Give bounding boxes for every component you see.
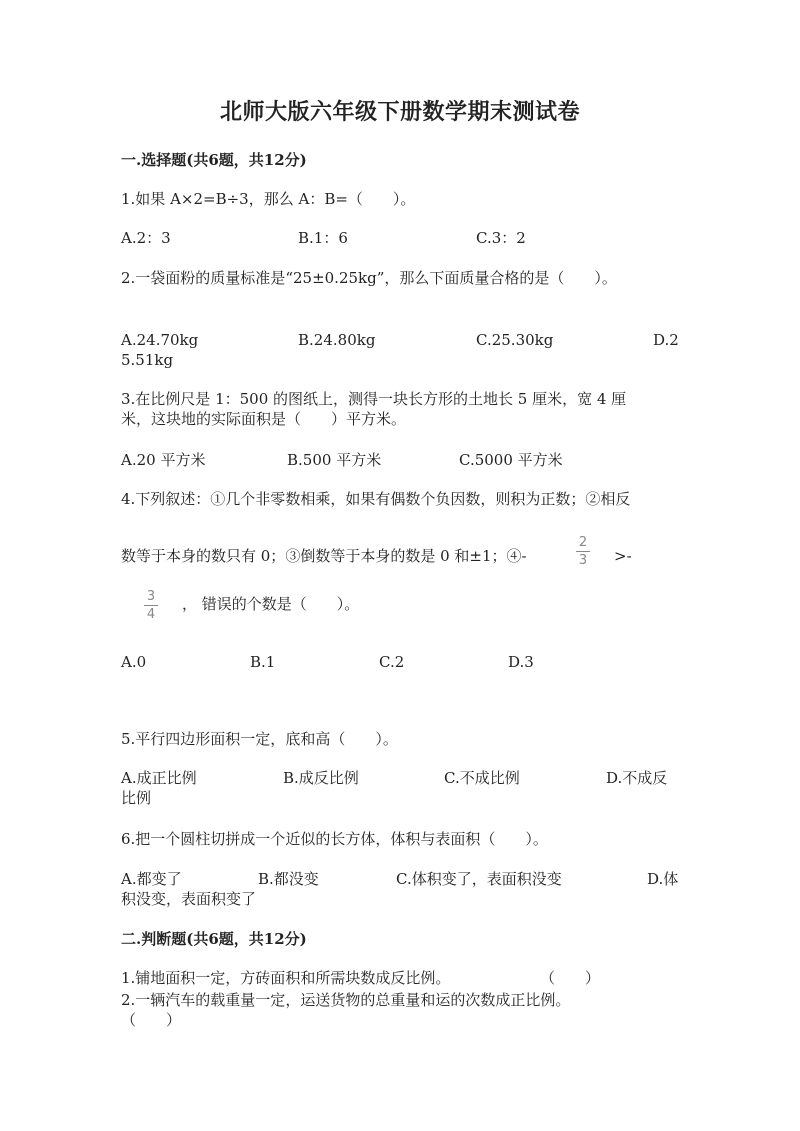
q6-stem: 6.把一个圆柱切拼成一个近似的长方体，体积与表面积（ ）。 [121,830,548,848]
q6-option-a: A.都变了 [121,870,182,888]
q2-option-d-part1: D.2 [653,331,679,349]
q3-option-a: A.20 平方米 [121,451,206,469]
q6-option-d-part1: D.体 [647,870,679,888]
fraction-numerator: 3 [146,589,156,604]
q5-option-d-part2: 比例 [121,789,152,807]
fraction-denominator: 4 [146,607,156,622]
section2-heading: 二.判断题(共6题，共12分) [121,930,307,948]
q4-stem-line2: 数等于本身的数只有 0；③倒数等于本身的数是 0 和±1；④- [121,547,527,565]
q4-stem-line1: 4.下列叙述：①几个非零数相乘，如果有偶数个负因数，则积为正数；②相反 [121,490,631,508]
judge-q1-answer-paren: （ ） [540,969,601,987]
q1-option-a: A.2：3 [121,229,171,247]
q4-option-a: A.0 [121,653,147,671]
q1-option-c: C.3：2 [476,229,526,247]
q5-option-a: A.成正比例 [121,769,197,787]
q4-option-c: C.2 [379,653,405,671]
q2-option-d-part2: 5.51kg [121,351,174,369]
q5-option-b: B.成反比例 [283,769,359,787]
q5-stem: 5.平行四边形面积一定，底和高（ ）。 [121,730,398,748]
q2-option-b: B.24.80kg [298,331,376,349]
fraction-two-thirds [576,535,590,568]
fraction-numerator: 2 [578,535,588,550]
q4-option-b: B.1 [250,653,276,671]
q2-stem: 2.一袋面粉的质量标准是“25±0.25kg”，那么下面质量合格的是（ ）。 [121,269,617,287]
fraction-three-quarters [144,589,158,622]
page-title: 北师大版六年级下册数学期末测试卷 [219,99,580,125]
q5-option-c: C.不成比例 [444,769,520,787]
q3-option-b: B.500 平方米 [287,451,382,469]
q2-option-c: C.25.30kg [476,331,554,349]
q1-option-b: B.1：6 [298,229,348,247]
q2-option-a: A.24.70kg [121,331,199,349]
q3-stem-line1: 3.在比例尺是 1：500 的图纸上，测得一块长方形的土地长 5 厘米，宽 4 厘 [121,390,627,408]
section1-heading: 一.选择题(共6题，共12分) [121,151,307,169]
q4-stem-line3: ， 错误的个数是（ ）。 [182,595,360,613]
judge-q2-stem: 2.一辆汽车的载重量一定，运送货物的总重量和运的次数成正比例。 [121,991,571,1009]
q6-option-d-part2: 积没变，表面积变了 [121,890,257,908]
q4-option-d: D.3 [508,653,534,671]
fraction-bar [576,551,590,552]
q3-stem-line2: 米，这块地的实际面积是（ ）平方米。 [121,410,407,428]
judge-q1-stem: 1.铺地面积一定，方砖面积和所需块数成反比例。 [121,969,451,987]
q6-option-b: B.都没变 [258,870,319,888]
fraction-denominator: 3 [578,553,588,568]
q1-stem: 1.如果 A×2=B÷3，那么 A：B=（ ）。 [121,190,416,208]
q5-option-d-part1: D.不成反 [606,769,668,787]
q4-greater-than: >- [614,547,632,565]
judge-q2-answer-paren: （ ） [121,1011,182,1029]
q3-option-c: C.5000 平方米 [459,451,563,469]
fraction-bar [144,605,158,606]
q6-option-c: C.体积变了，表面积没变 [396,870,562,888]
